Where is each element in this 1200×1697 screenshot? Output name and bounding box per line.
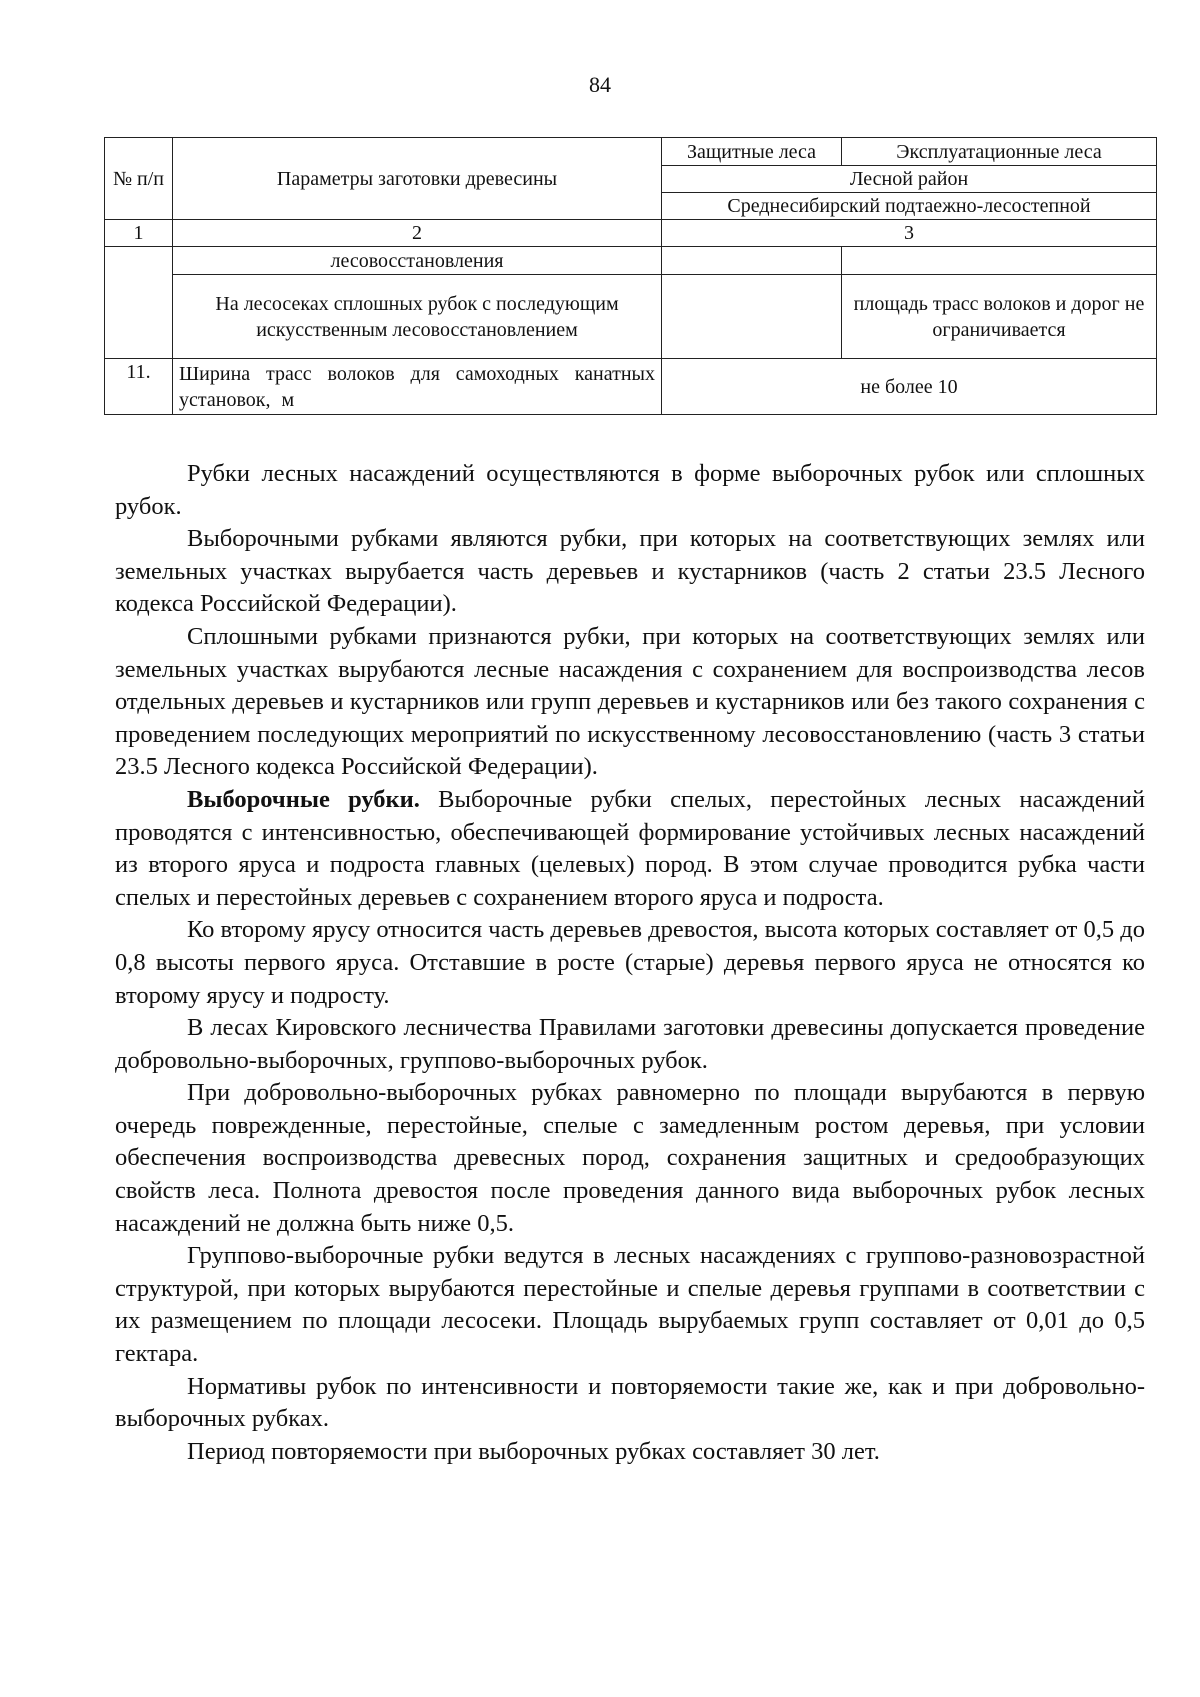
column-numbers-row [105,220,1157,247]
param-cell: На лесосеках сплошных рубок с последующим искусственным лесовосстановлением [173,275,662,359]
paragraph: Сплошными рубками признаются рубки, при которых на соответствующих землях или земельных участках вырубаются лесные насаждения с сохранением для воспроизводства лесов отдельных деревьев и кустарников или групп деревьев и кустарников или без такого сохранения с проведением последующих мероприятий по искусственному лесовосстановлению (часть 3 статьи 23.5 Лесного кодекса Российской Федерации). [115,622,1145,781]
table-row [105,247,1157,275]
table-header-row [105,138,1157,166]
header-exploitation-forests: Эксплуатационные леса [842,138,1157,166]
merged-value-cell: не более 10 [662,359,1157,415]
header-district-value: Среднесибирский подтаежно-лесостепной [662,193,1157,220]
paragraph: Группово-выборочные рубки ведутся в лесных насаждениях с группово-разновозрастной структурой, при которых вырубаются перестойные и спелые деревья группами в соответствии с их размещением по площади лесосеки. Площадь вырубаемых групп составляет от 0,01 до 0,5 гектара. [115,1242,1145,1368]
header-district-label: Лесной район [662,166,1157,193]
header-params-cell: Параметры заготовки древесины [173,138,662,220]
header-protective-forests: Защитные леса [662,138,842,166]
table-row [105,359,1157,415]
paragraph-text: Выборочные рубки спелых, перестойных лесных насаждений проводятся с интенсивностью, обеспечивающей формирование устойчивых лесных насаждений из второго яруса и подроста главных (целевых) пород. В этом случае проводится рубка части спелых и перестойных деревьев с сохранением второго яруса и подроста. [115,785,1145,911]
paragraph: Рубки лесных насаждений осуществляются в форме выборочных рубок или сплошных рубок. [115,460,1145,520]
forest-parameters-table [104,137,1157,415]
column-number-cell: 1 [105,220,173,247]
row-number-cell: 11. [105,359,173,415]
paragraph: Ко второму ярусу относится часть деревьев древостоя, высота которых составляет от 0,5 до 0,8 высоты первого яруса. Отставшие в росте (старые) деревья первого яруса не относятся ко второму ярусу и подросту. [115,916,1145,1009]
row-number-cell [105,247,173,359]
table-row [105,275,1157,359]
paragraph: Выборочными рубками являются рубки, при которых на соответствующих землях или земельных участках вырубается часть деревьев и кустарников (часть 2 статьи 23.5 Лесного кодекса Российской Федерации). [115,525,1145,618]
protective-value-cell [662,275,842,359]
header-number-cell: № п/п [105,138,173,220]
param-cell: Ширина трасс волоков для самоходных канатных установок, м [173,359,662,415]
column-number-cell: 3 [662,220,1157,247]
paragraph-bold-heading: Выборочные рубки. [187,785,420,813]
exploitation-value-cell [842,247,1157,275]
paragraph [115,784,1145,914]
body-text [115,458,1145,1468]
exploitation-value-cell: площадь трасс волоков и дорог не ограничивается [842,275,1157,359]
page-number: 84 [589,72,611,97]
paragraph: В лесах Кировского лесничества Правилами заготовки древесины допускается проведение добровольно-выборочных, группово-выборочных рубок. [115,1014,1145,1074]
paragraph: Период повторяемости при выборочных рубках составляет 30 лет. [187,1437,880,1465]
paragraph: При добровольно-выборочных рубках равномерно по площади вырубаются в первую очередь поврежденные, перестойные, спелые с замедленным ростом деревья, при условии обеспечения воспроизводства древесных пород, сохранения защитных и средообразующих свойств леса. Полнота древостоя после проведения данного вида выборочных рубок лесных насаждений не должна быть ниже 0,5. [115,1079,1145,1237]
paragraph: Нормативы рубок по интенсивности и повторяемости такие же, как и при добровольно-выборочных рубках. [115,1372,1145,1433]
column-number-cell: 2 [173,220,662,247]
param-cell: лесовосстановления [173,247,662,275]
protective-value-cell [662,247,842,275]
